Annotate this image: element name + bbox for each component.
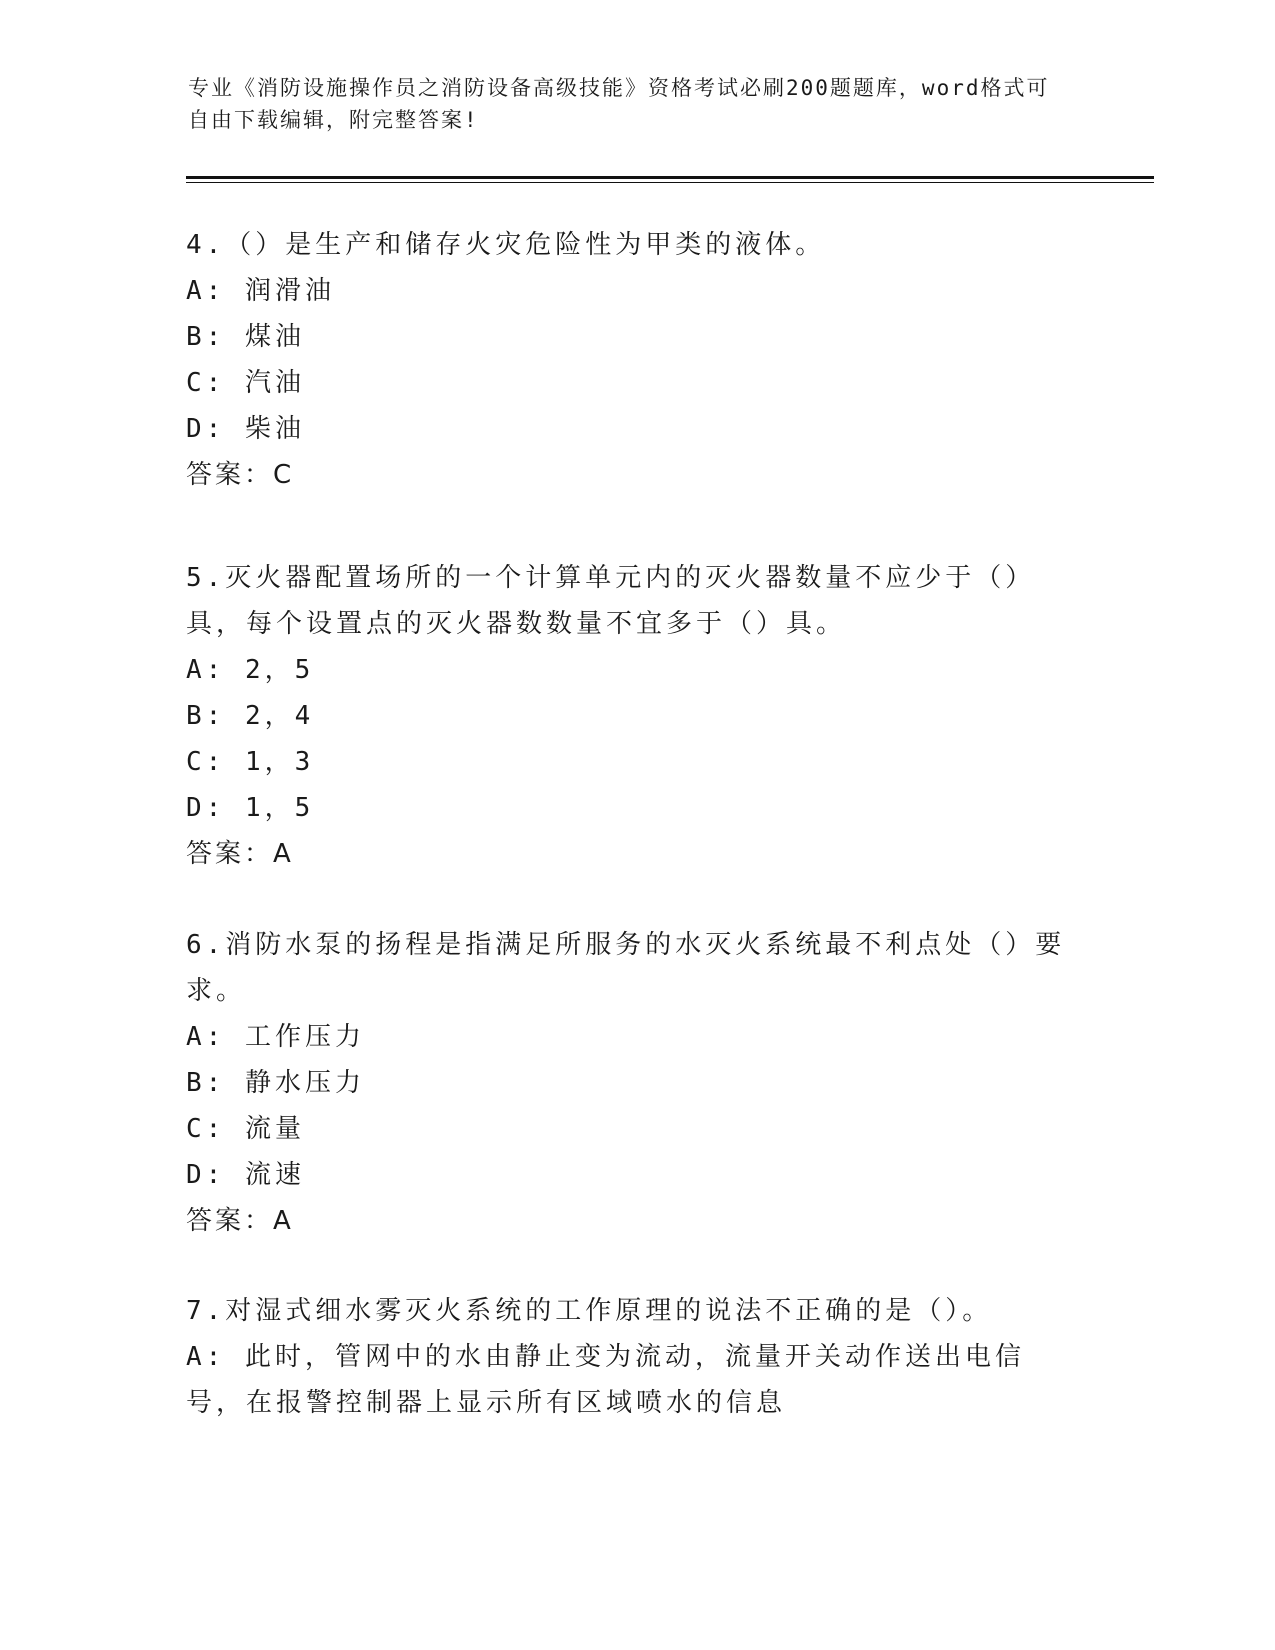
option-a: A: 此时，管网中的水由静止变为流动，流量开关动作送出电信号，在报警控制器上显示所有区域喷水的信息 <box>186 1342 1025 1418</box>
header-divider-thin <box>186 182 1154 183</box>
option-a: A: 2，5 <box>186 655 315 685</box>
answer-label: 答案：A <box>186 839 294 869</box>
question-stem: 7.对湿式细水雾灭火系统的工作原理的说法不正确的是（）。 <box>186 1296 993 1326</box>
option-a: A: 工作压力 <box>186 1022 365 1052</box>
option-a: A: 润滑油 <box>186 276 335 306</box>
option-c: C: 1，3 <box>186 747 315 777</box>
question-stem: 4.（）是生产和储存火灾危险性为甲类的液体。 <box>186 230 826 260</box>
question-stem: 5.灭火器配置场所的一个计算单元内的灭火器数量不应少于（）具，每个设置点的灭火器数数量不宜多于（）具。 <box>186 563 1036 639</box>
option-c: C: 汽油 <box>186 368 305 398</box>
question-stem: 6.消防水泵的扬程是指满足所服务的水灭火系统最不利点处（）要求。 <box>186 930 1066 1006</box>
answer-label: 答案：C <box>186 460 295 490</box>
document-intro: 专业《消防设施操作员之消防设备高级技能》资格考试必刷200题题库，word格式可自由下载编辑，附完整答案! <box>188 76 1050 132</box>
question-5 <box>186 555 1076 877</box>
option-d: D: 柴油 <box>186 414 305 444</box>
header-divider <box>186 176 1154 179</box>
option-d: D: 流速 <box>186 1160 305 1190</box>
option-b: B: 2，4 <box>186 701 315 731</box>
option-b: B: 煤油 <box>186 322 305 352</box>
option-b: B: 静水压力 <box>186 1068 365 1098</box>
question-4 <box>186 222 1076 498</box>
answer-label: 答案：A <box>186 1206 294 1236</box>
option-d: D: 1，5 <box>186 793 315 823</box>
question-7 <box>186 1288 1076 1426</box>
option-c: C: 流量 <box>186 1114 305 1144</box>
question-6 <box>186 922 1076 1244</box>
